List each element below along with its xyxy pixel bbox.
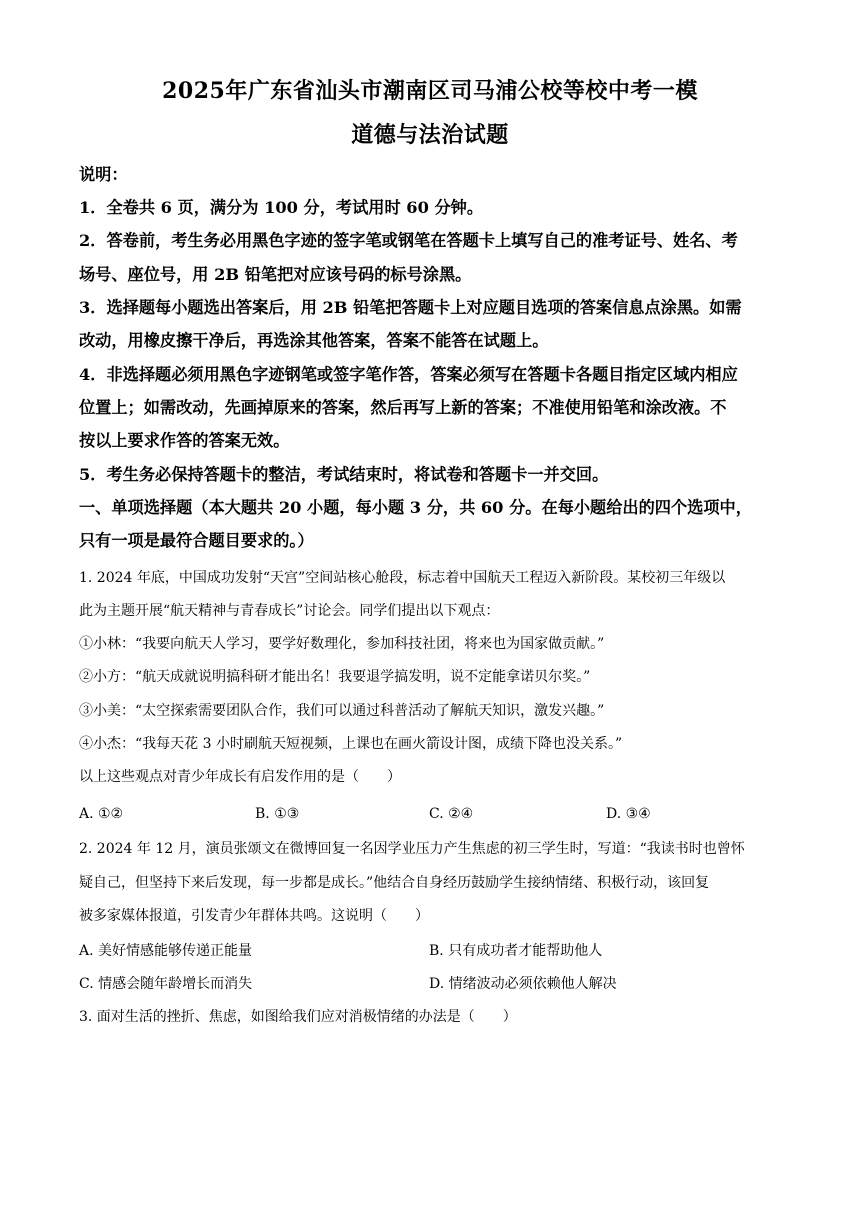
instruction-line: 场号、座位号，用 2B 铅笔把对应该号码的标号涂黑。 [79,265,472,284]
instruction-line: 4．非选择题必须用黑色字迹钢笔或签字笔作答，答案必须写在答题卡各题目指定区域内相应 [79,365,738,384]
question-1-text: 1. 2024 年底，中国成功发射“天宫”空间站核心舱段，标志着中国航天工程迈入新阶段。某校初三年级以 [79,570,726,586]
question-1-viewpoint: ①小林：“我要向航天人学习，要学好数理化，参加科技社团，将来也为国家做贡献。” [79,636,605,652]
question-1-viewpoint: ③小美：“太空探索需要团队合作，我们可以通过科普活动了解航天知识，激发兴趣。” [79,703,605,719]
exam-title: 2025年广东省汕头市潮南区司马浦公校等校中考一模 [162,78,698,104]
section-heading-continued: 只有一项是最符合题目要求的。） [79,531,314,550]
question-2-text: 2. 2024 年 12 月，演员张颂文在微博回复一名因学业压力产生焦虑的初三学生时，写道：“我读书时也曾怀 [79,841,745,857]
instruction-line: 2．答卷前，考生务必用黑色字迹的签字笔或钢笔在答题卡上填写自己的准考证号、姓名、考 [79,231,738,250]
question-3-text: 3. 面对生活的挫折、焦虑，如图给我们应对消极情绪的办法是（ ） [79,1009,517,1025]
instruction-line: 3．选择题每小题选出答案后，用 2B 铅笔把答题卡上对应题目选项的答案信息点涂黑。如需 [79,298,742,317]
question-2-text: 被多家媒体报道，引发青少年群体共鸣。这说明（ ） [79,908,429,924]
question-1-option-d: D. ③④ [606,806,651,822]
instruction-line: 按以上要求作答的答案无效。 [79,431,290,450]
question-1-option-c: C. ②④ [429,806,474,822]
question-2-option-d: D. 情绪波动必须依赖他人解决 [429,976,617,992]
question-1-option-a: A. ①② [79,806,124,822]
question-1-viewpoint: ④小杰：“我每天花 3 小时刷航天短视频，上课也在画火箭设计图，成绩下降也没关系。” [79,736,623,752]
question-1-option-b: B. ①③ [255,806,300,822]
question-1-viewpoint: ②小方：“航天成就说明搞科研才能出名！我要退学搞发明，说不定能拿诺贝尔奖。” [79,669,591,685]
question-2-option-b: B. 只有成功者才能帮助他人 [429,943,603,959]
exam-subtitle: 道德与法治试题 [351,122,509,148]
instruction-line: 位置上；如需改动，先画掉原来的答案，然后再写上新的答案；不准使用铅笔和涂改液。不 [79,398,727,417]
instruction-line: 5．考生务必保持答题卡的整洁，考试结束时，将试卷和答题卡一并交回。 [79,465,609,484]
question-2-text: 疑自己，但坚持下来后发现，每一步都是成长。”他结合自身经历鼓励学生接纳情绪、积极行动，该回复 [79,875,710,891]
question-1-prompt: 以上这些观点对青少年成长有启发作用的是（ ） [79,769,401,785]
question-1-text: 此为主题开展“航天精神与青春成长”讨论会。同学们提出以下观点： [79,603,500,619]
instruction-line: 1．全卷共 6 页，满分为 100 分，考试用时 60 分钟。 [79,198,484,217]
instruction-line: 改动，用橡皮擦干净后，再选涂其他答案，答案不能答在试题上。 [79,331,549,350]
instructions-heading: 说明： [79,165,128,184]
question-2-option-a: A. 美好情感能够传递正能量 [79,943,253,959]
question-2-option-c: C. 情感会随年龄增长而消失 [79,976,253,992]
section-heading: 一、单项选择题（本大题共 20 小题，每小题 3 分，共 60 分。在每小题给出的四个选项中， [79,498,752,517]
